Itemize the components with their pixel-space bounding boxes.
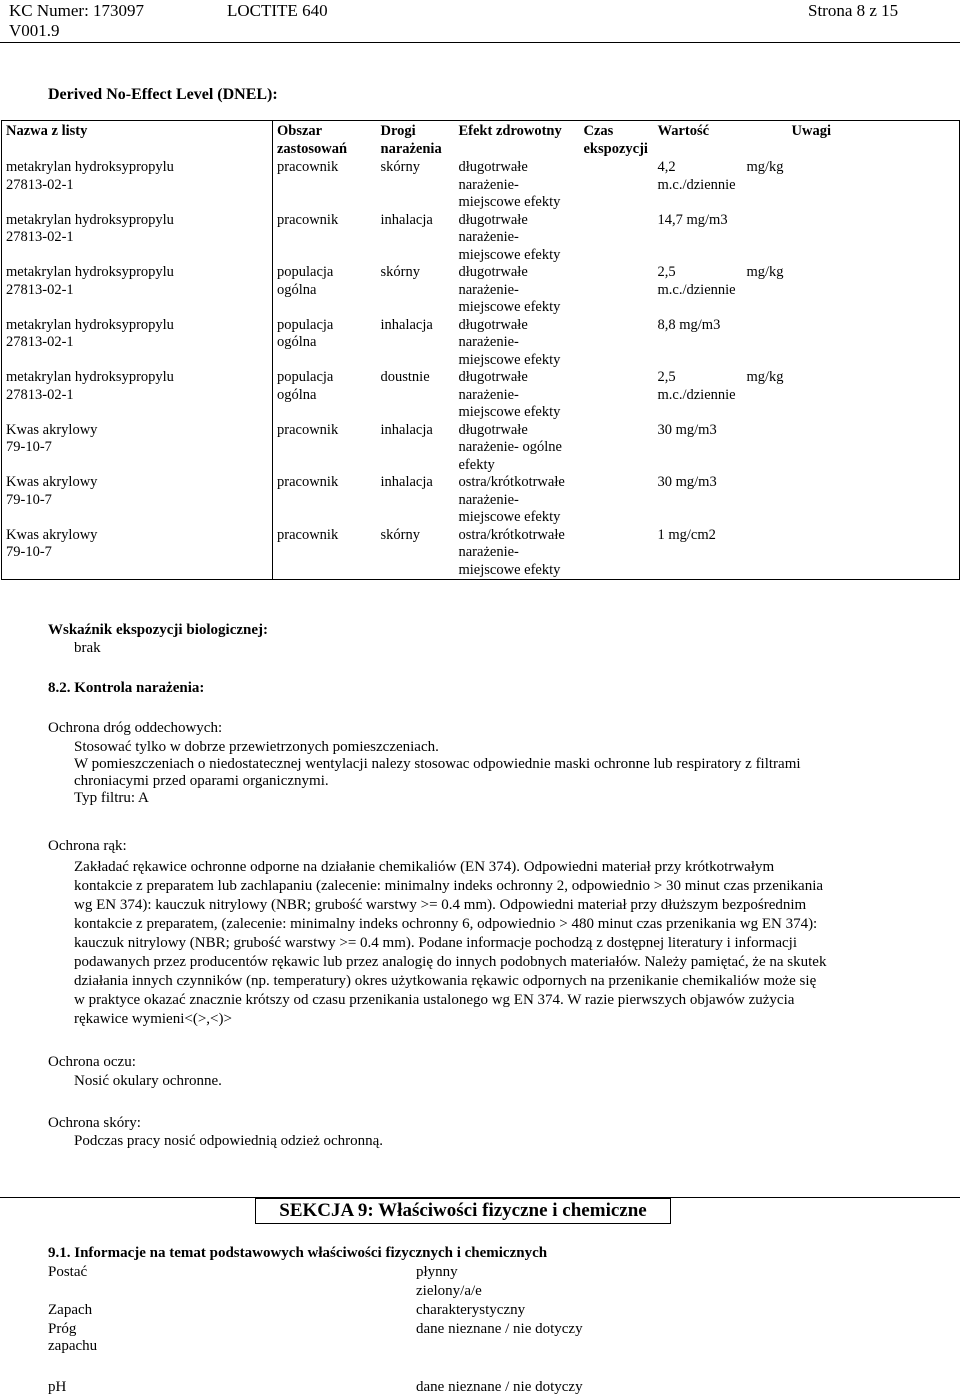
cell-area: pracownik (277, 474, 339, 490)
cell-route: inhalacja (380, 474, 433, 490)
section-8-2-title: 8.2. Kontrola narażenia: (48, 680, 205, 696)
cell-name: metakrylan hydroksypropylu 27813-02-1 (2, 369, 273, 422)
section-9-1-title: 9.1. Informacje na temat podstawowych właściwości fizycznych i chemicznych (48, 1245, 548, 1261)
eye-title: Ochrona oczu: (48, 1054, 136, 1070)
cell-area: populacja ogólna (277, 316, 334, 350)
kc-number: KC Numer: 173097 (9, 1, 145, 20)
cell-time (580, 159, 654, 212)
version: V001.9 (9, 21, 60, 40)
cell-effect: długotrwałe narażenie- miejscowe efekty (458, 159, 561, 210)
table-header-row (2, 121, 960, 160)
col-value: Wartość (657, 123, 710, 139)
cell-route: inhalacja (380, 421, 433, 438)
bio-title: Wskaźnik ekspozycji biologicznej: (48, 622, 268, 638)
cell-time (580, 369, 654, 422)
cell-area: pracownik (277, 211, 339, 228)
cell-time (580, 422, 654, 475)
cell-area: pracownik (277, 421, 339, 438)
table-row (2, 527, 960, 580)
skin-text: Podczas pracy nosić odpowiednią odzież ochronną. (74, 1133, 384, 1149)
cell-notes (788, 264, 960, 317)
cell-time (580, 474, 654, 527)
hand-text: Zakładać rękawice ochronne odporne na działanie chemikaliów (EN 374). Odpowiedni materiał przy krótkotrwałym kontakcie z preparatem lub zachlapaniu (zalecenie: minimalny indeks ochronny 2, odpowiednio > 30 minut czas przenikania wg EN 374): kauczuk nitrylowy (NBR; grubość warstwy >= 0.4 mm). Odpowiedni materiał przy dłuższym bezpośrednim kontakcie z preparatem, (zalecenie: minimalny indeks ochronny 6, odpowiednio > 480 minut czas przenikania wg EN 374): kauczuk nitrylowy (NBR; grubość warstwy >= 0.4 mm). Podane informacje pochodzą z dostępnej literatury i informacji podawanych przez producentów rękawic lub przez analogię do innych podobnych materiałów. Należy pamiętać, że na skutek działania innych czynników (np. temperatury) okres użytkowania rękawic odpornych na przenikanie chemikaliów może się w praktyce okazać znacznie krótszy od czasu przenikania ustalonego wg EN 374. W razie pierwszych objawów zużycia rękawice wymieni<(>,<)> (74, 859, 827, 1027)
cell-route: skórny (380, 264, 420, 280)
cell-effect: długotrwałe narażenie- miejscowe efekty (458, 316, 561, 368)
col-effect: Efekt zdrowotny (458, 123, 562, 139)
col-notes: Uwagi (791, 123, 831, 139)
cell-route: inhalacja (380, 316, 433, 333)
cell-effect: ostra/krótkotrwałe narażenie- miejscowe efekty (458, 526, 565, 578)
eye-text: Nosić okulary ochronne. (74, 1073, 222, 1089)
property-value: dane nieznane / nie dotyczy (416, 1379, 583, 1395)
cell-name: Kwas akrylowy 79-10-7 (2, 474, 273, 527)
cell-name: metakrylan hydroksypropylu 27813-02-1 (2, 317, 273, 370)
product-name: LOCTITE 640 (227, 1, 328, 20)
cell-value: 30 mg/m3 (657, 474, 717, 490)
cell-value: 30 mg/m3 (657, 421, 717, 438)
page-number: Strona 8 z 15 (808, 1, 899, 20)
cell-value: 2,5 mg/kg m.c./dziennie (657, 369, 784, 403)
cell-area: pracownik (277, 159, 339, 175)
cell-name: Kwas akrylowy 79-10-7 (2, 422, 273, 475)
dnel-table (1, 120, 960, 580)
cell-area: populacja ogólna (277, 369, 334, 403)
cell-effect: długotrwałe narażenie- miejscowe efekty (458, 369, 561, 420)
respiratory-title: Ochrona dróg oddechowych: (48, 720, 223, 736)
col-name: Nazwa z listy (2, 121, 273, 160)
respiratory-text: Stosować tylko w dobrze przewietrzonych pomieszczeniach. W pomieszczeniach o niedostatecznej wentylacji nalezy stosowac odpowiednie maski ochronne lub respiratory z filtrami chroniacymi przed oparami organicznymi. Typ filtru: A (74, 739, 801, 806)
cell-area: pracownik (277, 526, 339, 543)
cell-notes (788, 422, 960, 475)
cell-route: skórny (380, 526, 420, 543)
cell-value: 14,7 mg/m3 (657, 211, 728, 228)
table-row (2, 422, 960, 475)
cell-effect: długotrwałe narażenie- miejscowe efekty (458, 211, 561, 263)
cell-notes (788, 527, 960, 580)
table-row (2, 474, 960, 527)
cell-effect: długotrwałe narażenie- ogólne efekty (458, 421, 562, 473)
cell-effect: długotrwałe narażenie- miejscowe efekty (458, 264, 561, 315)
cell-notes (788, 212, 960, 265)
cell-notes (788, 317, 960, 370)
cell-value: 1 mg/cm2 (657, 526, 716, 543)
cell-value: 2,5 mg/kg m.c./dziennie (657, 264, 784, 298)
cell-route: inhalacja (380, 211, 433, 228)
table-row (2, 264, 960, 317)
cell-area: populacja ogólna (277, 264, 334, 298)
cell-time (580, 317, 654, 370)
col-time: Czas ekspozycji (583, 123, 648, 157)
cell-route: doustnie (380, 369, 430, 385)
cell-effect: ostra/krótkotrwałe narażenie- miejscowe efekty (458, 474, 565, 525)
cell-route: skórny (380, 159, 420, 175)
table-row (2, 212, 960, 265)
property-value: zielony/a/e (416, 1283, 482, 1299)
property-key: pH (48, 1379, 67, 1395)
cell-notes (788, 369, 960, 422)
cell-name: Kwas akrylowy 79-10-7 (2, 527, 273, 580)
property-key: Próg zapachu (48, 1321, 98, 1354)
cell-value: 8,8 mg/m3 (657, 316, 721, 333)
bio-value: brak (74, 640, 101, 656)
cell-name: metakrylan hydroksypropylu 27813-02-1 (2, 212, 273, 265)
table-row (2, 159, 960, 212)
cell-time (580, 527, 654, 580)
col-area: Obszar zastosowań (277, 123, 348, 157)
cell-name: metakrylan hydroksypropylu 27813-02-1 (2, 264, 273, 317)
cell-time (580, 212, 654, 265)
dnel-title: Derived No-Effect Level (DNEL): (48, 86, 278, 103)
property-value: płynny (416, 1264, 458, 1280)
cell-notes (788, 159, 960, 212)
skin-title: Ochrona skóry: (48, 1115, 141, 1131)
property-key: Postać (48, 1264, 88, 1280)
hand-title: Ochrona rąk: (48, 838, 127, 854)
table-row (2, 317, 960, 370)
cell-name: metakrylan hydroksypropylu 27813-02-1 (2, 159, 273, 212)
col-route: Drogi narażenia (380, 123, 442, 157)
property-key: Zapach (48, 1302, 93, 1318)
cell-value: 4,2 mg/kg m.c./dziennie (657, 159, 784, 193)
table-row (2, 369, 960, 422)
cell-time (580, 264, 654, 317)
section-9-title: SEKCJA 9: Właściwości fizyczne i chemiczne (255, 1198, 671, 1224)
property-value: dane nieznane / nie dotyczy (416, 1321, 583, 1337)
property-value: charakterystyczny (416, 1302, 526, 1318)
header-divider (0, 42, 960, 43)
cell-notes (788, 474, 960, 527)
